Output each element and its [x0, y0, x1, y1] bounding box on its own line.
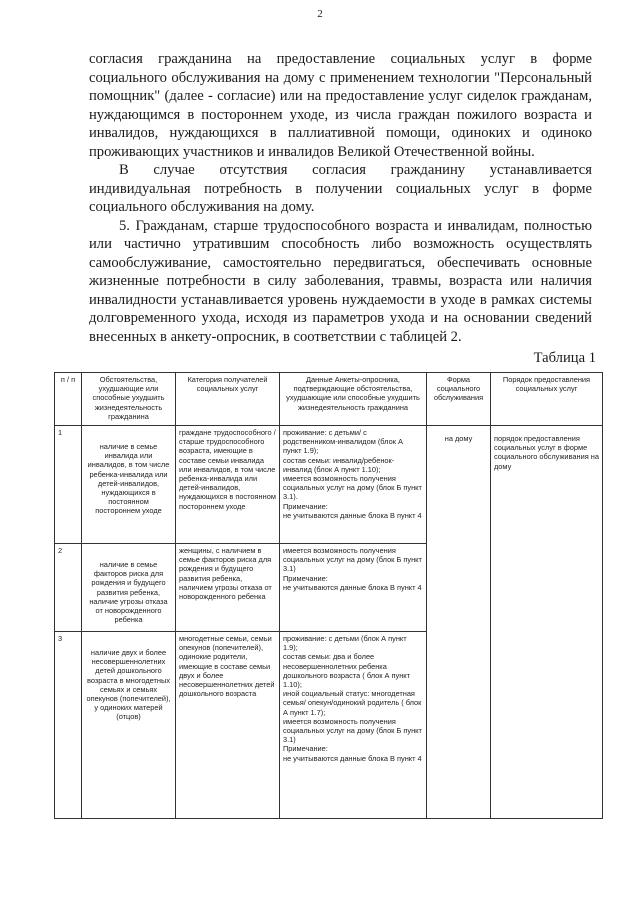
questionnaire-line: Примечание: — [283, 501, 328, 511]
questionnaire-line: имеется возможность получения социальных услуг на дому (блок Б пункт 3.1). — [283, 474, 422, 502]
table-row — [55, 426, 603, 544]
order-text: порядок предоставления социальных услуг в форме социального обслуживания на дому — [494, 434, 599, 471]
questionnaire-line: имеется возможность получения социальных услуг на дому (блок Б пункт 3.1) — [283, 716, 422, 745]
questionnaire-line: не учитываются данные блока В пункт 4 — [283, 753, 422, 763]
header-cell-questionnaire: Данные Анкеты-опросника, подтверждающие обстоятельства, ухудшающие или способные ухудшить жизнедеятельность гражданина — [280, 373, 427, 426]
row-number: 2 — [55, 544, 82, 632]
circumstance-text: наличие в семье факторов риска для рождения и будущего развития ребенка, наличие угрозы отказа от новорожденного ребенка — [89, 560, 168, 625]
category-cell: многодетные семьи, семьи опекунов (попечителей), одинокие родители, имеющие в составе семьи двух и более несовершеннолетних детей дошкольного возраста — [176, 632, 280, 819]
table-caption: Таблица 1 — [533, 350, 596, 366]
questionnaire-line: иной социальный статус: многодетная семья/ опекун/одинокий родитель ( блок А пункт 1.7); — [283, 689, 422, 717]
circumstance-cell — [82, 632, 176, 819]
paragraph: 5. Гражданам, старше трудоспособного возраста и инвалидам, полностью или частично утратившим способность либо возможность осуществлять самообслуживание, самостоятельно передвигаться, обеспечивать основные жизненные потребности в силу заболевания, травмы, возраста или наличия инвалидности устанавливается уровень нуждаемости в уходе в рамках системы долговременного ухода, исходя из параметров ухода и на основании сведений внесенных в анкету-опросник, в соответствии с таблицей 2. — [89, 217, 592, 345]
header-cell-circumstance: Обстоятельства, ухудшающие или способные ухудшить жизнедеятельность гражданина — [82, 373, 176, 426]
header-cell-num: п / п — [55, 373, 82, 426]
questionnaire-cell — [280, 426, 427, 544]
table-header-row — [55, 373, 603, 426]
questionnaire-line: имеется возможность получения социальных услуг на дому (блок Б пункт 3.1) — [283, 546, 422, 574]
circumstance-text: наличие в семье инвалида или инвалидов, в том числе ребенка-инвалида или детей-инвалидов, нуждающихся в постоянном постороннем уходе — [87, 442, 170, 516]
page-number: 2 — [317, 8, 323, 20]
category-cell: женщины, с наличием в семье факторов риска для рождения и будущего развития ребенка, наличием угрозы отказа от новорожденного ребенка — [176, 544, 280, 632]
data-table — [54, 372, 603, 819]
form-text: на дому — [444, 434, 473, 443]
questionnaire-line: Примечание: — [283, 573, 328, 583]
questionnaire-cell — [280, 544, 427, 632]
questionnaire-cell — [280, 632, 427, 819]
circumstance-text: наличие двух и более несовершеннолетних детей дошкольного возраста в многодетных семьях и семьях опекунов (попечителей), у одиноких матерей (отцов) — [86, 648, 171, 722]
questionnaire-line: состав семьи: инвалид/ребенок-инвалид (блок А пункт 1.10); — [283, 455, 395, 474]
order-cell — [491, 426, 603, 819]
body-text — [89, 50, 592, 346]
paragraph: согласия гражданина на предоставление социальных услуг в форме социального обслуживания на дому с применением технологии "Персональный помощник" (далее - согласие) или на предоставление услуг сиделок гражданам, нуждающимся в постороннем уходе, из числа граждан пожилого возраста и инвалидов, нуждающихся в паллиативной помощи, одиноких и одиноко проживающих участников и инвалидов Великой Отечественной войны. — [89, 51, 592, 160]
row-number: 3 — [55, 632, 82, 819]
circumstance-cell — [82, 544, 176, 632]
form-cell — [427, 426, 491, 819]
circumstance-cell — [82, 426, 176, 544]
header-cell-category: Категория получателей социальных услуг — [176, 373, 280, 426]
questionnaire-line: проживание: с детьми (блок А пункт 1.9); — [283, 634, 407, 653]
questionnaire-line: не учитываются данные блока В пункт 4 — [283, 582, 422, 592]
questionnaire-line: состав семьи: два и более несовершеннолетних ребенка дошкольного возраста ( блок А пункт 1.10); — [283, 652, 410, 690]
questionnaire-line: не учитываются данные блока В пункт 4 — [283, 510, 422, 520]
paragraph: В случае отсутствия согласия гражданину устанавливается индивидуальная потребность в получении социальных услуг в форме социального обслуживания на дому. — [89, 162, 592, 215]
header-cell-order: Порядок предоставления социальных услуг — [491, 373, 603, 426]
questionnaire-line: проживание: с детьми/ с родственником-инвалидом (блок А пункт 1.9); — [283, 428, 403, 456]
row-number: 1 — [55, 426, 82, 544]
header-cell-form: Форма социального обслуживания — [427, 373, 491, 426]
category-cell: граждане трудоспособного /старше трудоспособного возраста, имеющие в составе семьи инвалида или инвалидов, в том числе ребенка-инвалида или детей-инвалидов, нуждающихся в постоянном постороннем уходе — [176, 426, 280, 544]
questionnaire-line: Примечание: — [283, 744, 328, 754]
